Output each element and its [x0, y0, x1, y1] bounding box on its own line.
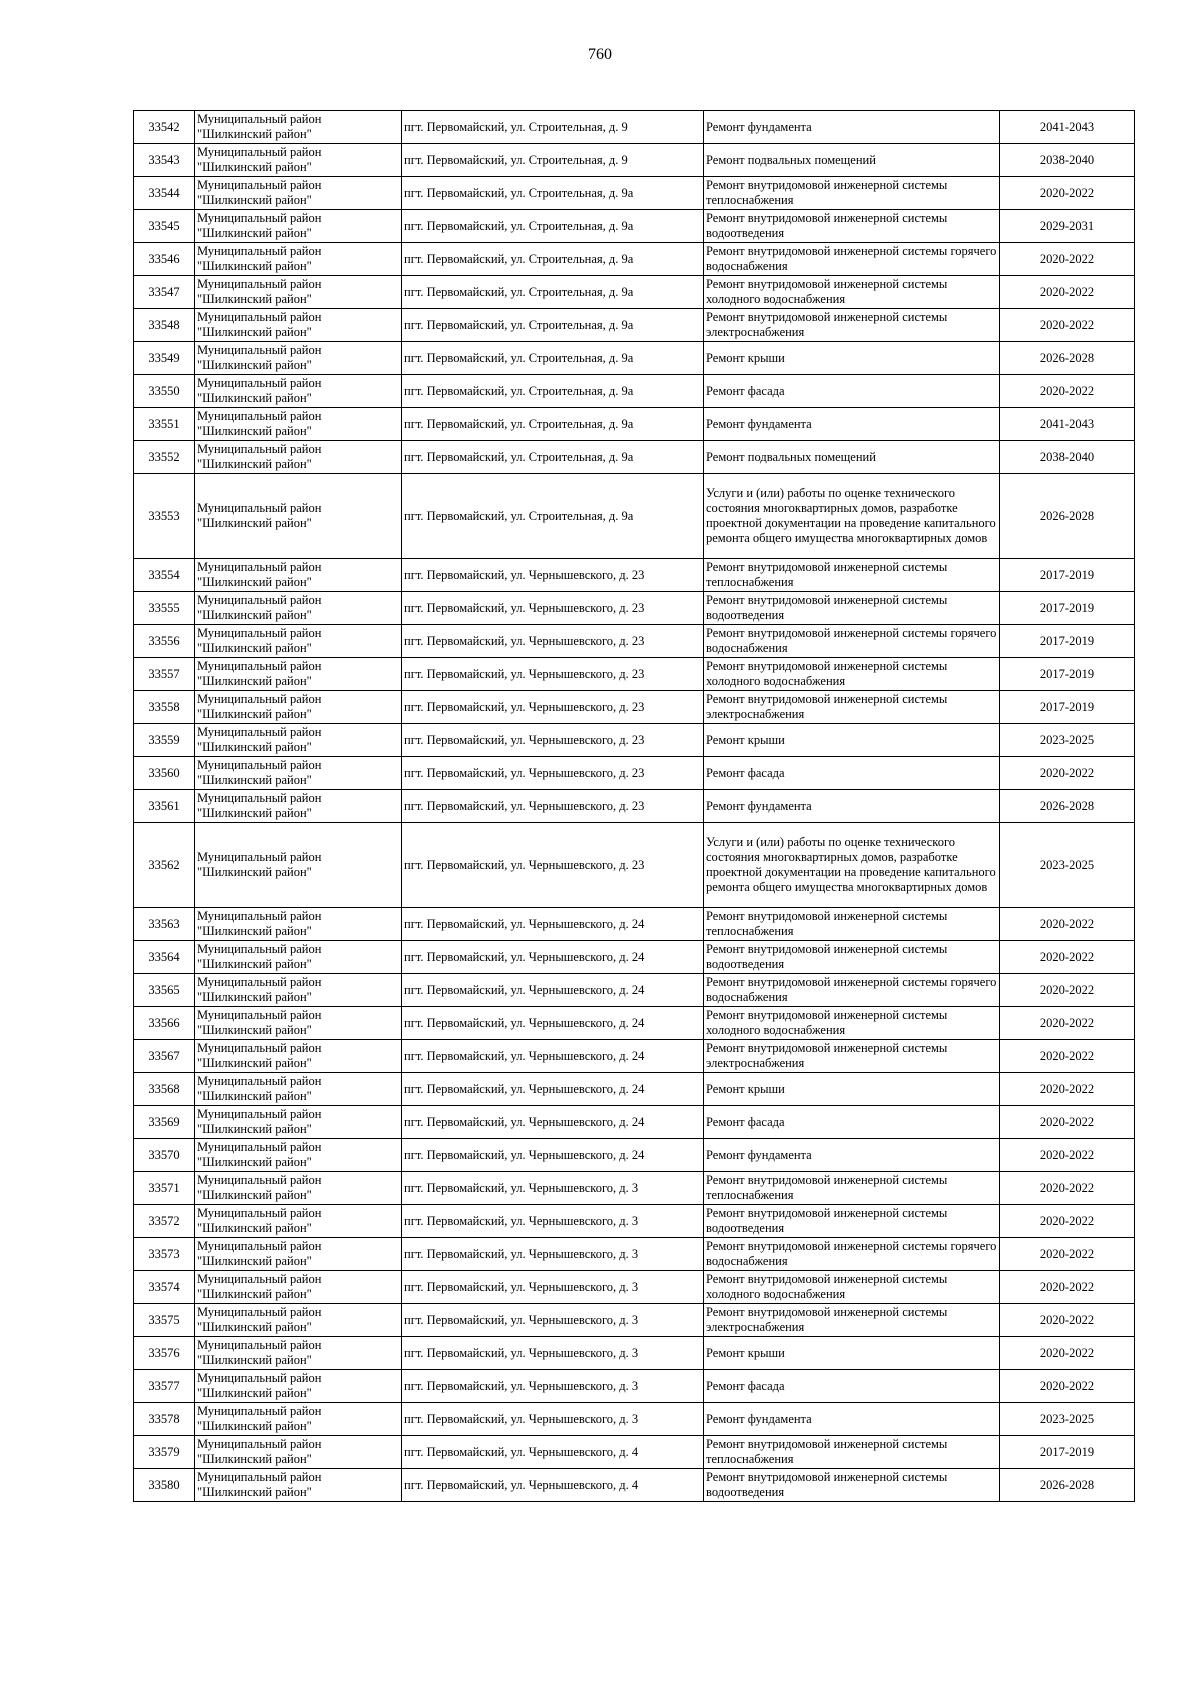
table-row [134, 408, 1135, 441]
row-number-cell: 33575 [134, 1304, 195, 1337]
work-type-cell: Ремонт внутридомовой инженерной системы холодного водоснабжения [704, 1271, 1000, 1304]
table-row [134, 1040, 1135, 1073]
row-number-cell: 33552 [134, 441, 195, 474]
period-cell: 2020-2022 [1000, 908, 1135, 941]
address-cell: пгт. Первомайский, ул. Чернышевского, д. 23 [402, 658, 704, 691]
address-cell: пгт. Первомайский, ул. Чернышевского, д. 24 [402, 1007, 704, 1040]
work-type-cell: Ремонт фундамента [704, 1139, 1000, 1172]
municipality-cell: Муниципальный район "Шилкинский район" [195, 111, 402, 144]
address-cell: пгт. Первомайский, ул. Строительная, д. 9а [402, 375, 704, 408]
period-cell: 2023-2025 [1000, 1403, 1135, 1436]
row-number-cell: 33574 [134, 1271, 195, 1304]
address-cell: пгт. Первомайский, ул. Строительная, д. 9а [402, 276, 704, 309]
period-cell: 2020-2022 [1000, 375, 1135, 408]
municipality-cell: Муниципальный район "Шилкинский район" [195, 658, 402, 691]
municipality-cell: Муниципальный район "Шилкинский район" [195, 790, 402, 823]
row-number-cell: 33572 [134, 1205, 195, 1238]
row-number-cell: 33566 [134, 1007, 195, 1040]
work-type-cell: Ремонт внутридомовой инженерной системы водоотведения [704, 592, 1000, 625]
municipality-cell: Муниципальный район "Шилкинский район" [195, 177, 402, 210]
work-type-cell: Ремонт внутридомовой инженерной системы теплоснабжения [704, 177, 1000, 210]
period-cell: 2020-2022 [1000, 243, 1135, 276]
table-row [134, 1139, 1135, 1172]
period-cell: 2020-2022 [1000, 1337, 1135, 1370]
address-cell: пгт. Первомайский, ул. Строительная, д. 9а [402, 210, 704, 243]
period-cell: 2026-2028 [1000, 474, 1135, 559]
work-type-cell: Ремонт внутридомовой инженерной системы водоотведения [704, 210, 1000, 243]
work-type-cell: Ремонт внутридомовой инженерной системы горячего водоснабжения [704, 1238, 1000, 1271]
row-number-cell: 33543 [134, 144, 195, 177]
address-cell: пгт. Первомайский, ул. Чернышевского, д. 3 [402, 1337, 704, 1370]
period-cell: 2020-2022 [1000, 177, 1135, 210]
work-type-cell: Ремонт фундамента [704, 111, 1000, 144]
table-row [134, 1370, 1135, 1403]
row-number-cell: 33555 [134, 592, 195, 625]
municipality-cell: Муниципальный район "Шилкинский район" [195, 408, 402, 441]
table-row [134, 1106, 1135, 1139]
municipality-cell: Муниципальный район "Шилкинский район" [195, 144, 402, 177]
address-cell: пгт. Первомайский, ул. Чернышевского, д. 24 [402, 974, 704, 1007]
table-row [134, 309, 1135, 342]
municipality-cell: Муниципальный район "Шилкинский район" [195, 1436, 402, 1469]
work-type-cell: Ремонт внутридомовой инженерной системы водоотведения [704, 941, 1000, 974]
work-type-cell: Услуги и (или) работы по оценке технического состояния многоквартирных домов, разработке проектной документации на проведение капитального ремонта общего имущества многоквартирных домов [704, 474, 1000, 559]
address-cell: пгт. Первомайский, ул. Чернышевского, д. 3 [402, 1205, 704, 1238]
work-type-cell: Ремонт внутридомовой инженерной системы холодного водоснабжения [704, 1007, 1000, 1040]
period-cell: 2041-2043 [1000, 111, 1135, 144]
work-type-cell: Ремонт внутридомовой инженерной системы холодного водоснабжения [704, 276, 1000, 309]
table-row [134, 276, 1135, 309]
address-cell: пгт. Первомайский, ул. Чернышевского, д. 24 [402, 1040, 704, 1073]
table-row [134, 243, 1135, 276]
address-cell: пгт. Первомайский, ул. Чернышевского, д. 23 [402, 691, 704, 724]
municipality-cell: Муниципальный район "Шилкинский район" [195, 1271, 402, 1304]
address-cell: пгт. Первомайский, ул. Строительная, д. 9а [402, 441, 704, 474]
address-cell: пгт. Первомайский, ул. Чернышевского, д. 3 [402, 1271, 704, 1304]
address-cell: пгт. Первомайский, ул. Чернышевского, д. 23 [402, 625, 704, 658]
work-type-cell: Ремонт фундамента [704, 790, 1000, 823]
table-row [134, 1271, 1135, 1304]
row-number-cell: 33568 [134, 1073, 195, 1106]
address-cell: пгт. Первомайский, ул. Строительная, д. 9а [402, 177, 704, 210]
table-row [134, 625, 1135, 658]
municipality-cell: Муниципальный район "Шилкинский район" [195, 1337, 402, 1370]
period-cell: 2017-2019 [1000, 691, 1135, 724]
address-cell: пгт. Первомайский, ул. Строительная, д. 9 [402, 144, 704, 177]
work-type-cell: Ремонт внутридомовой инженерной системы электроснабжения [704, 1040, 1000, 1073]
municipality-cell: Муниципальный район "Шилкинский район" [195, 1172, 402, 1205]
municipality-cell: Муниципальный район "Шилкинский район" [195, 757, 402, 790]
period-cell: 2020-2022 [1000, 1370, 1135, 1403]
address-cell: пгт. Первомайский, ул. Чернышевского, д. 24 [402, 1106, 704, 1139]
work-type-cell: Ремонт подвальных помещений [704, 441, 1000, 474]
table-row [134, 823, 1135, 908]
address-cell: пгт. Первомайский, ул. Чернышевского, д. 23 [402, 724, 704, 757]
table-row [134, 1238, 1135, 1271]
period-cell: 2026-2028 [1000, 1469, 1135, 1502]
period-cell: 2038-2040 [1000, 144, 1135, 177]
address-cell: пгт. Первомайский, ул. Чернышевского, д. 23 [402, 790, 704, 823]
municipality-cell: Муниципальный район "Шилкинский район" [195, 1073, 402, 1106]
table-row [134, 144, 1135, 177]
municipality-cell: Муниципальный район "Шилкинский район" [195, 342, 402, 375]
row-number-cell: 33550 [134, 375, 195, 408]
municipality-cell: Муниципальный район "Шилкинский район" [195, 1403, 402, 1436]
municipality-cell: Муниципальный район "Шилкинский район" [195, 309, 402, 342]
table-body [134, 111, 1135, 1502]
row-number-cell: 33547 [134, 276, 195, 309]
municipality-cell: Муниципальный район "Шилкинский район" [195, 1469, 402, 1502]
address-cell: пгт. Первомайский, ул. Строительная, д. 9а [402, 342, 704, 375]
row-number-cell: 33561 [134, 790, 195, 823]
table-row [134, 210, 1135, 243]
period-cell: 2026-2028 [1000, 790, 1135, 823]
table-row [134, 1007, 1135, 1040]
row-number-cell: 33578 [134, 1403, 195, 1436]
row-number-cell: 33554 [134, 559, 195, 592]
municipality-cell: Муниципальный район "Шилкинский район" [195, 823, 402, 908]
period-cell: 2020-2022 [1000, 1007, 1135, 1040]
row-number-cell: 33545 [134, 210, 195, 243]
row-number-cell: 33562 [134, 823, 195, 908]
work-type-cell: Ремонт внутридомовой инженерной системы теплоснабжения [704, 559, 1000, 592]
period-cell: 2017-2019 [1000, 592, 1135, 625]
row-number-cell: 33542 [134, 111, 195, 144]
page-number: 760 [588, 46, 612, 63]
municipality-cell: Муниципальный район "Шилкинский район" [195, 1370, 402, 1403]
municipality-cell: Муниципальный район "Шилкинский район" [195, 1007, 402, 1040]
work-type-cell: Услуги и (или) работы по оценке технического состояния многоквартирных домов, разработке проектной документации на проведение капитального ремонта общего имущества многоквартирных домов [704, 823, 1000, 908]
municipality-cell: Муниципальный район "Шилкинский район" [195, 441, 402, 474]
municipality-cell: Муниципальный район "Шилкинский район" [195, 1139, 402, 1172]
table-row [134, 1073, 1135, 1106]
row-number-cell: 33558 [134, 691, 195, 724]
table-row [134, 441, 1135, 474]
municipality-cell: Муниципальный район "Шилкинский район" [195, 691, 402, 724]
row-number-cell: 33560 [134, 757, 195, 790]
table-row [134, 1436, 1135, 1469]
row-number-cell: 33576 [134, 1337, 195, 1370]
period-cell: 2029-2031 [1000, 210, 1135, 243]
table-row [134, 375, 1135, 408]
period-cell: 2020-2022 [1000, 757, 1135, 790]
work-type-cell: Ремонт внутридомовой инженерной системы теплоснабжения [704, 1436, 1000, 1469]
period-cell: 2041-2043 [1000, 408, 1135, 441]
period-cell: 2020-2022 [1000, 1106, 1135, 1139]
address-cell: пгт. Первомайский, ул. Чернышевского, д. 24 [402, 1139, 704, 1172]
address-cell: пгт. Первомайский, ул. Строительная, д. 9а [402, 474, 704, 559]
municipality-cell: Муниципальный район "Шилкинский район" [195, 1304, 402, 1337]
period-cell: 2020-2022 [1000, 1271, 1135, 1304]
municipality-cell: Муниципальный район "Шилкинский район" [195, 941, 402, 974]
period-cell: 2023-2025 [1000, 823, 1135, 908]
table-row [134, 757, 1135, 790]
address-cell: пгт. Первомайский, ул. Чернышевского, д. 3 [402, 1370, 704, 1403]
address-cell: пгт. Первомайский, ул. Чернышевского, д. 24 [402, 941, 704, 974]
row-number-cell: 33557 [134, 658, 195, 691]
address-cell: пгт. Первомайский, ул. Чернышевского, д. 3 [402, 1304, 704, 1337]
address-cell: пгт. Первомайский, ул. Чернышевского, д. 4 [402, 1469, 704, 1502]
work-type-cell: Ремонт внутридомовой инженерной системы горячего водоснабжения [704, 625, 1000, 658]
municipality-cell: Муниципальный район "Шилкинский район" [195, 974, 402, 1007]
row-number-cell: 33569 [134, 1106, 195, 1139]
period-cell: 2020-2022 [1000, 941, 1135, 974]
table-row [134, 974, 1135, 1007]
municipality-cell: Муниципальный район "Шилкинский район" [195, 1238, 402, 1271]
work-type-cell: Ремонт внутридомовой инженерной системы водоотведения [704, 1469, 1000, 1502]
period-cell: 2020-2022 [1000, 1040, 1135, 1073]
address-cell: пгт. Первомайский, ул. Чернышевского, д. 4 [402, 1436, 704, 1469]
work-type-cell: Ремонт фасада [704, 1370, 1000, 1403]
table-row [134, 790, 1135, 823]
period-cell: 2017-2019 [1000, 559, 1135, 592]
table-row [134, 177, 1135, 210]
address-cell: пгт. Первомайский, ул. Чернышевского, д. 3 [402, 1238, 704, 1271]
row-number-cell: 33580 [134, 1469, 195, 1502]
table-row [134, 1205, 1135, 1238]
period-cell: 2020-2022 [1000, 1139, 1135, 1172]
row-number-cell: 33544 [134, 177, 195, 210]
row-number-cell: 33563 [134, 908, 195, 941]
municipality-cell: Муниципальный район "Шилкинский район" [195, 724, 402, 757]
address-cell: пгт. Первомайский, ул. Строительная, д. 9а [402, 309, 704, 342]
address-cell: пгт. Первомайский, ул. Чернышевского, д. 24 [402, 1073, 704, 1106]
period-cell: 2026-2028 [1000, 342, 1135, 375]
period-cell: 2017-2019 [1000, 658, 1135, 691]
row-number-cell: 33548 [134, 309, 195, 342]
work-type-cell: Ремонт крыши [704, 1073, 1000, 1106]
work-type-cell: Ремонт внутридомовой инженерной системы водоотведения [704, 1205, 1000, 1238]
table-row [134, 111, 1135, 144]
municipality-cell: Муниципальный район "Шилкинский район" [195, 210, 402, 243]
period-cell: 2020-2022 [1000, 309, 1135, 342]
period-cell: 2020-2022 [1000, 1172, 1135, 1205]
work-type-cell: Ремонт крыши [704, 1337, 1000, 1370]
table-row [134, 658, 1135, 691]
work-type-cell: Ремонт внутридомовой инженерной системы горячего водоснабжения [704, 243, 1000, 276]
row-number-cell: 33546 [134, 243, 195, 276]
row-number-cell: 33579 [134, 1436, 195, 1469]
municipality-cell: Муниципальный район "Шилкинский район" [195, 908, 402, 941]
period-cell: 2038-2040 [1000, 441, 1135, 474]
address-cell: пгт. Первомайский, ул. Строительная, д. 9 [402, 111, 704, 144]
work-type-cell: Ремонт внутридомовой инженерной системы холодного водоснабжения [704, 658, 1000, 691]
period-cell: 2017-2019 [1000, 1436, 1135, 1469]
municipality-cell: Муниципальный район "Шилкинский район" [195, 1106, 402, 1139]
municipality-cell: Муниципальный район "Шилкинский район" [195, 375, 402, 408]
work-type-cell: Ремонт внутридомовой инженерной системы электроснабжения [704, 691, 1000, 724]
period-cell: 2020-2022 [1000, 1205, 1135, 1238]
municipality-cell: Муниципальный район "Шилкинский район" [195, 474, 402, 559]
address-cell: пгт. Первомайский, ул. Чернышевского, д. 23 [402, 559, 704, 592]
work-type-cell: Ремонт внутридомовой инженерной системы электроснабжения [704, 1304, 1000, 1337]
repair-schedule-table [133, 110, 1135, 1502]
period-cell: 2020-2022 [1000, 276, 1135, 309]
address-cell: пгт. Первомайский, ул. Чернышевского, д. 3 [402, 1403, 704, 1436]
table-row [134, 559, 1135, 592]
municipality-cell: Муниципальный район "Шилкинский район" [195, 625, 402, 658]
work-type-cell: Ремонт фасада [704, 1106, 1000, 1139]
municipality-cell: Муниципальный район "Шилкинский район" [195, 592, 402, 625]
address-cell: пгт. Первомайский, ул. Чернышевского, д. 23 [402, 823, 704, 908]
work-type-cell: Ремонт фундамента [704, 408, 1000, 441]
address-cell: пгт. Первомайский, ул. Чернышевского, д. 24 [402, 908, 704, 941]
table-row [134, 691, 1135, 724]
work-type-cell: Ремонт крыши [704, 724, 1000, 757]
table-row [134, 474, 1135, 559]
municipality-cell: Муниципальный район "Шилкинский район" [195, 1205, 402, 1238]
period-cell: 2020-2022 [1000, 1238, 1135, 1271]
municipality-cell: Муниципальный район "Шилкинский район" [195, 559, 402, 592]
table-row [134, 592, 1135, 625]
row-number-cell: 33577 [134, 1370, 195, 1403]
row-number-cell: 33565 [134, 974, 195, 1007]
table-row [134, 1337, 1135, 1370]
municipality-cell: Муниципальный район "Шилкинский район" [195, 1040, 402, 1073]
row-number-cell: 33573 [134, 1238, 195, 1271]
period-cell: 2020-2022 [1000, 1304, 1135, 1337]
address-cell: пгт. Первомайский, ул. Чернышевского, д. 23 [402, 592, 704, 625]
table-row [134, 1403, 1135, 1436]
work-type-cell: Ремонт внутридомовой инженерной системы теплоснабжения [704, 908, 1000, 941]
address-cell: пгт. Первомайский, ул. Чернышевского, д. 23 [402, 757, 704, 790]
row-number-cell: 33570 [134, 1139, 195, 1172]
row-number-cell: 33553 [134, 474, 195, 559]
table-row [134, 1172, 1135, 1205]
work-type-cell: Ремонт фасада [704, 375, 1000, 408]
work-type-cell: Ремонт фундамента [704, 1403, 1000, 1436]
work-type-cell: Ремонт подвальных помещений [704, 144, 1000, 177]
municipality-cell: Муниципальный район "Шилкинский район" [195, 276, 402, 309]
table-row [134, 724, 1135, 757]
row-number-cell: 33564 [134, 941, 195, 974]
work-type-cell: Ремонт внутридомовой инженерной системы теплоснабжения [704, 1172, 1000, 1205]
work-type-cell: Ремонт крыши [704, 342, 1000, 375]
address-cell: пгт. Первомайский, ул. Строительная, д. 9а [402, 243, 704, 276]
work-type-cell: Ремонт внутридомовой инженерной системы горячего водоснабжения [704, 974, 1000, 1007]
period-cell: 2020-2022 [1000, 1073, 1135, 1106]
row-number-cell: 33567 [134, 1040, 195, 1073]
row-number-cell: 33571 [134, 1172, 195, 1205]
period-cell: 2020-2022 [1000, 974, 1135, 1007]
table-row [134, 941, 1135, 974]
row-number-cell: 33551 [134, 408, 195, 441]
table-row [134, 1469, 1135, 1502]
address-cell: пгт. Первомайский, ул. Строительная, д. 9а [402, 408, 704, 441]
period-cell: 2023-2025 [1000, 724, 1135, 757]
table-row [134, 342, 1135, 375]
municipality-cell: Муниципальный район "Шилкинский район" [195, 243, 402, 276]
period-cell: 2017-2019 [1000, 625, 1135, 658]
row-number-cell: 33549 [134, 342, 195, 375]
work-type-cell: Ремонт фасада [704, 757, 1000, 790]
address-cell: пгт. Первомайский, ул. Чернышевского, д. 3 [402, 1172, 704, 1205]
row-number-cell: 33559 [134, 724, 195, 757]
table-row [134, 908, 1135, 941]
work-type-cell: Ремонт внутридомовой инженерной системы электроснабжения [704, 309, 1000, 342]
table-row [134, 1304, 1135, 1337]
row-number-cell: 33556 [134, 625, 195, 658]
